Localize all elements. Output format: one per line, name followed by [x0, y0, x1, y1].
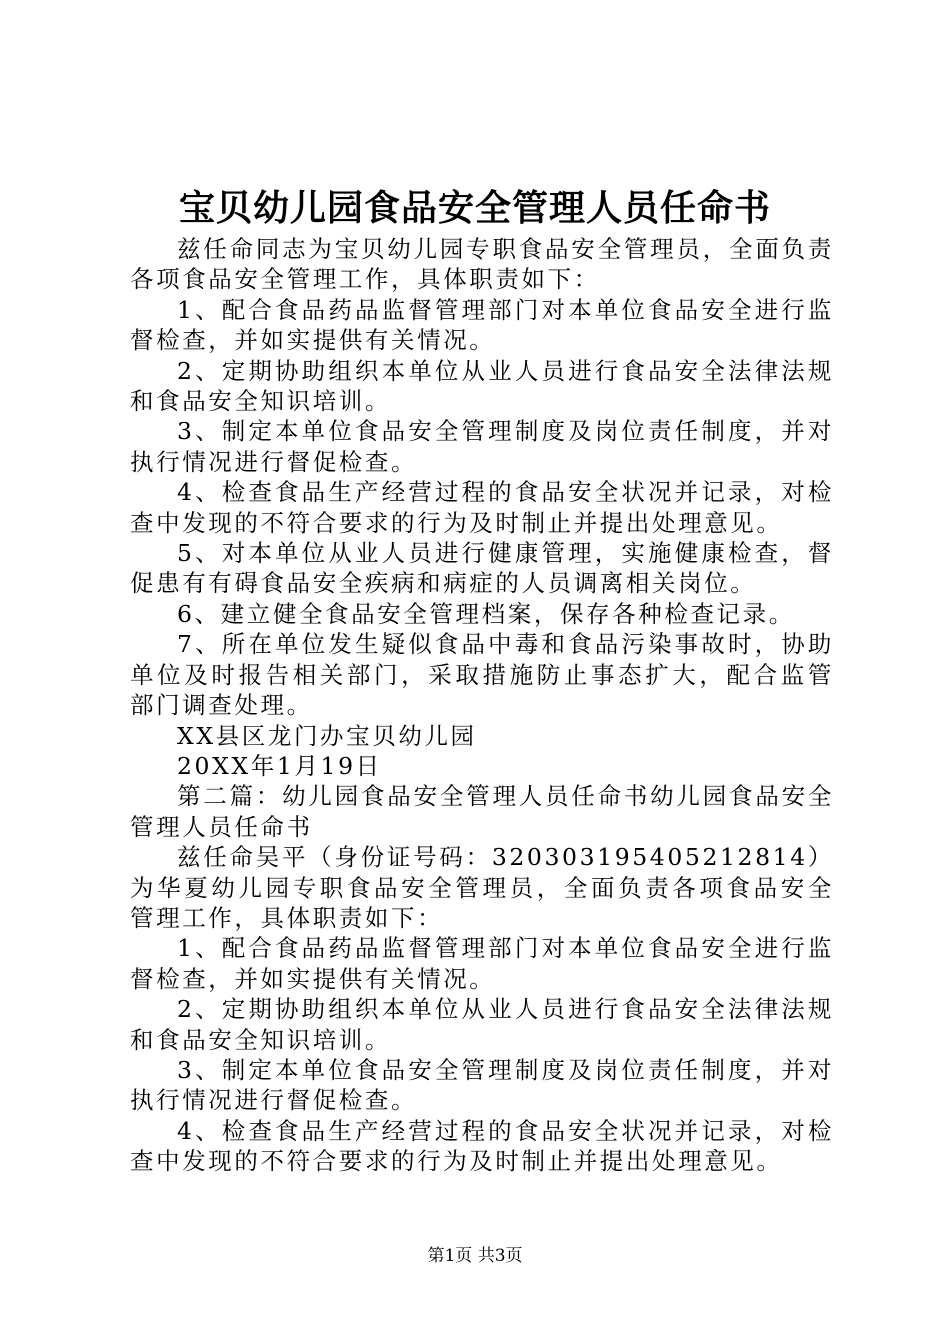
- paragraph-duty-1-second: 1、配合食品药品监督管理部门对本单位食品安全进行监督检查，并如实提供有关情况。: [130, 934, 834, 993]
- paragraph-duty-4-second: 4、检查食品生产经营过程的食品安全状况并记录，对检查中发现的不符合要求的行为及时制止并提出处理意见。: [130, 1116, 834, 1176]
- paragraph-date: 20XX年1月19日: [177, 751, 382, 780]
- document-body: [130, 234, 834, 1177]
- document-title: 宝贝幼儿园食品安全管理人员任命书: [178, 187, 771, 229]
- paragraph-duty-5: 5、对本单位从业人员进行健康管理，实施健康检查，督促患有有碍食品安全疾病和病症的人员调离相关岗位。: [130, 539, 834, 598]
- paragraph-duty-1: 1、配合食品药品监督管理部门对本单位食品安全进行监督检查，并如实提供有关情况。: [130, 295, 834, 355]
- paragraph-duty-4: 4、检查食品生产经营过程的食品安全状况并记录，对检查中发现的不符合要求的行为及时制止并提出处理意见。: [130, 478, 834, 537]
- paragraph-part-two-heading: 第二篇：幼儿园食品安全管理人员任命书幼儿园食品安全管理人员任命书: [130, 782, 834, 841]
- page-number-footer: 第1页 共3页: [427, 1246, 523, 1266]
- paragraph-duty-3: 3、制定本单位食品安全管理制度及岗位责任制度，并对执行情况进行督促检查。: [130, 417, 834, 476]
- paragraph-duty-6: 6、建立健全食品安全管理档案，保存各种检查记录。: [177, 599, 795, 628]
- paragraph-duty-2: 2、定期协助组织本单位从业人员进行食品安全法律法规和食品安全知识培训。: [130, 356, 834, 416]
- paragraph-issuer: XX县区龙门办宝贝幼儿园: [177, 721, 477, 750]
- paragraph-appointment-intro: 兹任命同志为宝贝幼儿园专职食品安全管理员，全面负责各项食品安全管理工作，具体职责如下：: [130, 235, 834, 294]
- paragraph-duty-3-second: 3、制定本单位食品安全管理制度及岗位责任制度，并对执行情况进行督促检查。: [130, 1055, 834, 1115]
- paragraph-duty-2-second: 2、定期协助组织本单位从业人员进行食品安全法律法规和食品安全知识培训。: [130, 995, 834, 1054]
- paragraph-duty-7: 7、所在单位发生疑似食品中毒和食品污染事故时，协助单位及时报告相关部门，采取措施防止事态扩大，配合监管部门调查处理。: [130, 630, 834, 720]
- paragraph-appointment-intro-2: 兹任命吴平（身份证号码：320303195405212814）为华夏幼儿园专职食品安全管理员，全面负责各项食品安全管理工作，具体职责如下：: [130, 843, 834, 932]
